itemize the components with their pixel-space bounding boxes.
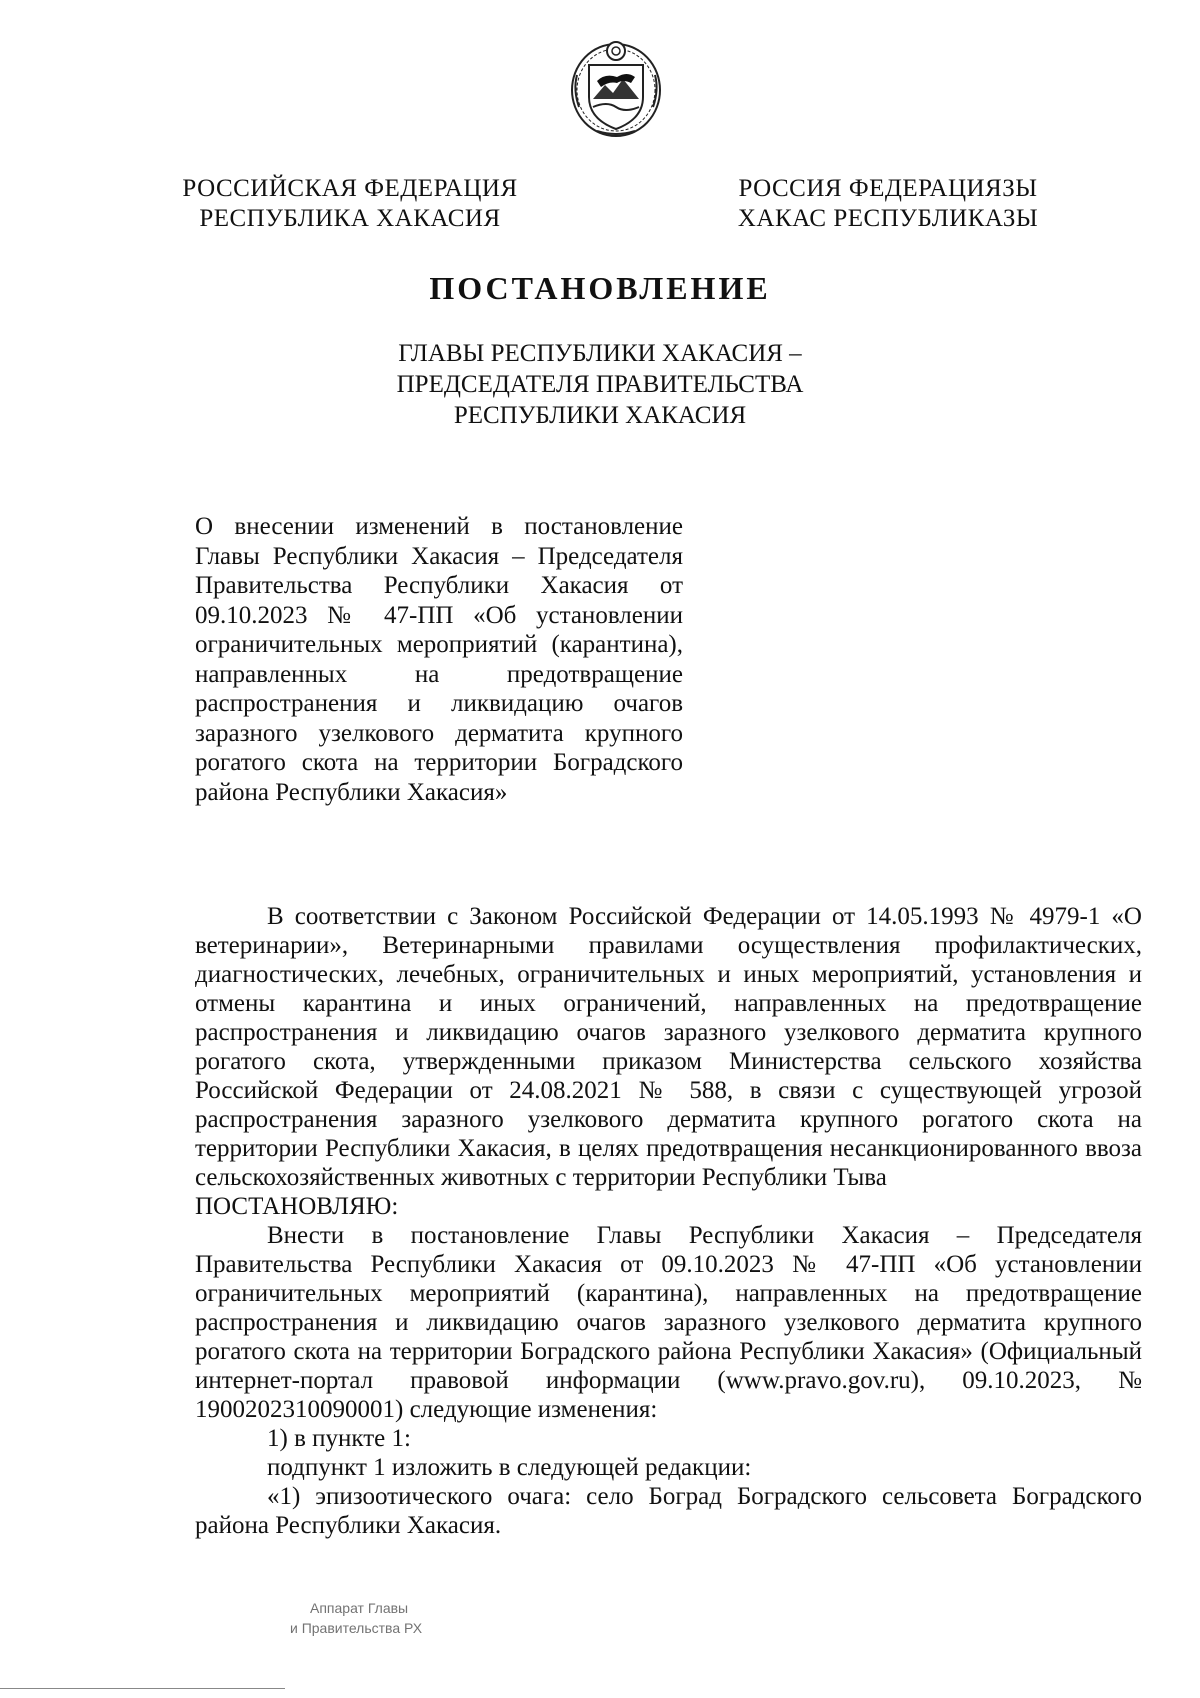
issuer-line2: ПРЕДСЕДАТЕЛЯ ПРАВИТЕЛЬСТВА	[396, 371, 804, 398]
header-right-line2: ХАКАС РЕСПУБЛИКАЗЫ	[737, 205, 1039, 232]
stamp-line2: и Правительства РХ	[290, 1620, 423, 1636]
footer-divider	[0, 1688, 285, 1689]
issuer-line1: ГЛАВЫ РЕСПУБЛИКИ ХАКАСИЯ –	[398, 340, 802, 367]
document-subject: О внесении изменений в постановление Главы Республики Хакасия – Председателя Правительства Республики Хакасия от 09.10.2023 № 47-ПП «Об установлении ограничительных мероприятий (карантина), направленных на предотвращение распространения и ликвидацию очагов заразного узелкового дерматита крупного рогатого скота на территории Боградского района Республики Хакасия»	[195, 513, 683, 806]
decree-word: ПОСТАНОВЛЯЮ:	[195, 1193, 399, 1220]
body-new-text: «1) эпизоотического очага: село Боград Боградского сельсовета Боградского района Республики Хакасия.	[195, 1483, 1142, 1539]
body-subitem-1: подпункт 1 изложить в следующей редакции:	[267, 1454, 752, 1481]
header-left	[180, 174, 520, 234]
body-item-1: 1) в пункте 1:	[267, 1425, 411, 1452]
office-stamp	[290, 1598, 422, 1638]
document-type-title: ПОСТАНОВЛЕНИЕ	[429, 270, 771, 306]
issuer-block	[300, 338, 900, 431]
stamp-line1: Аппарат Главы	[310, 1600, 409, 1616]
issuer-line3: РЕСПУБЛИКИ ХАКАСИЯ	[453, 402, 747, 429]
coat-of-arms-icon	[567, 35, 665, 139]
header-left-line2: РЕСПУБЛИКА ХАКАСИЯ	[199, 205, 501, 232]
body-paragraph-preamble: В соответствии с Законом Российской Федерации от 14.05.1993 № 4979-1 «О ветеринарии», Ветеринарными правилами осуществления профилактических, диагностических, лечебных, ограничительных и иных мероприятий, установления и отмены карантина и иных ограничений, направленных на предотвращение распространения и ликвидацию очагов заразного узелкового дерматита крупного рогатого скота, утвержденными приказом Министерства сельского хозяйства Российской Федерации от 24.08.2021 № 588, в связи с существующей угрозой распространения заразного узелкового дерматита крупного рогатого скота на территории Республики Хакасия, в целях предотвращения несанкционированного ввоза сельскохозяйственных животных с территории Республики Тыва	[195, 903, 1142, 1191]
header-left-line1: РОССИЙСКАЯ ФЕДЕРАЦИЯ	[182, 175, 518, 202]
header-right-line1: РОССИЯ ФЕДЕРАЦИЯЗЫ	[738, 175, 1038, 202]
header-right	[718, 174, 1058, 234]
body-paragraph-amendment: Внести в постановление Главы Республики Хакасия – Председателя Правительства Республики Хакасия от 09.10.2023 № 47-ПП «Об установлении ограничительных мероприятий (карантина), направленных на предотвращение распространения и ликвидацию очагов заразного узелкового дерматита крупного рогатого скота на территории Боградского района Республики Хакасия» (Официальный интернет-портал правовой информации (www.pravo.gov.ru), 09.10.2023, № 1900202310090001) следующие изменения:	[195, 1222, 1142, 1423]
document-body	[195, 902, 1142, 1540]
